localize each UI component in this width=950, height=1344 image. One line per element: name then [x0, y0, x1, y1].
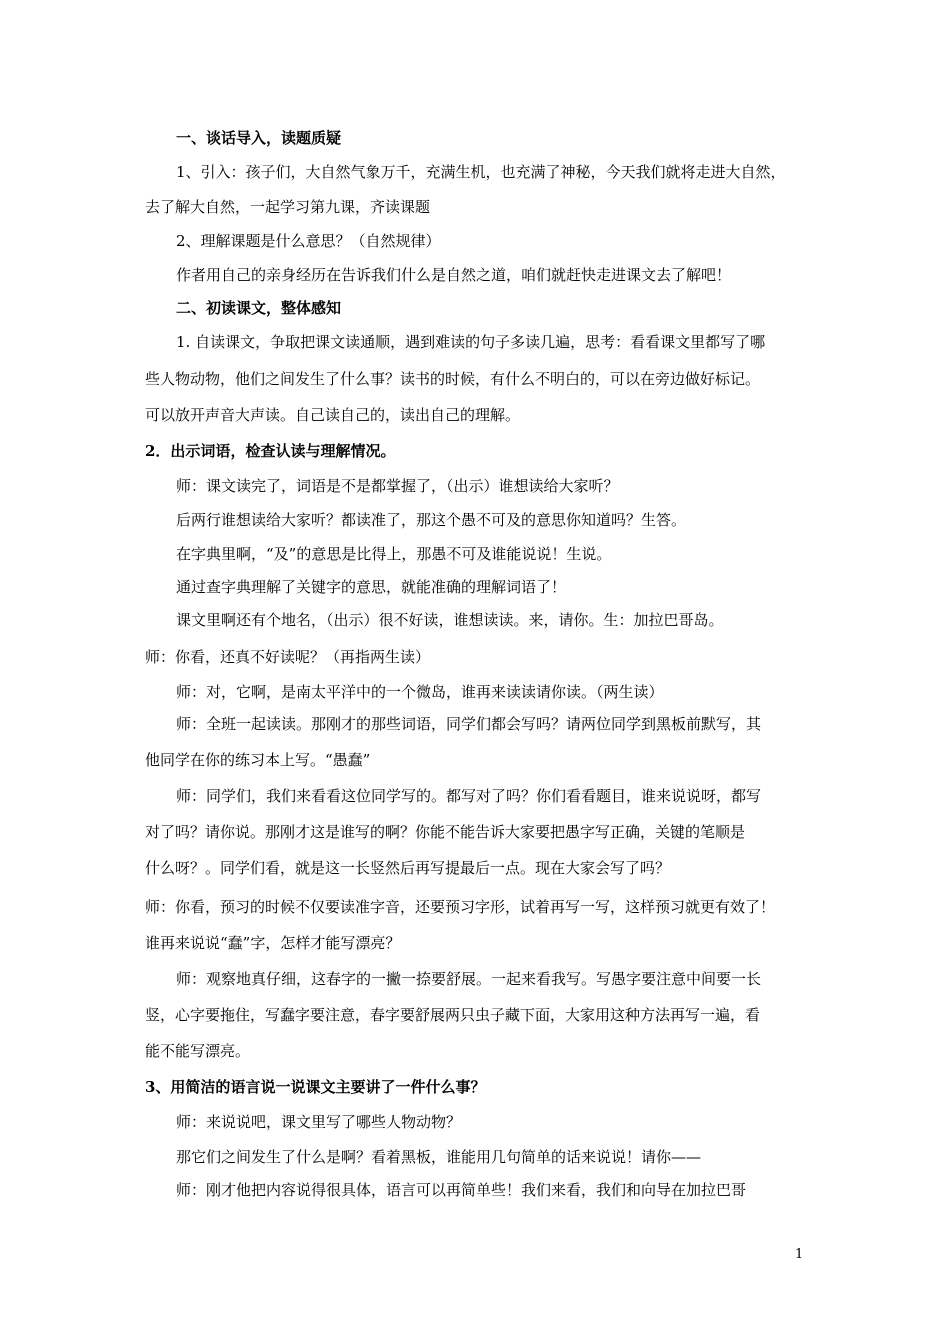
paragraph-line: 竖，心字要拖住，写蠢字要注意，春字要舒展两只虫子藏下面，大家用这种方法再写一遍，看	[145, 1006, 761, 1024]
paragraph-line: 师：对，它啊，是南太平洋中的一个微岛，谁再来读读请你读。（两生读）	[176, 683, 664, 701]
paragraph-line: 课文里啊还有个地名，（出示）很不好读，谁想读读。来，请你。生：加拉巴哥岛。	[176, 611, 724, 629]
paragraph-line: 师：观察地真仔细，这春字的一撇一捺要舒展。一起来看我写。写愚字要注意中间要一长	[176, 970, 762, 988]
heading-section-1: 一、谈话导入，读题质疑	[176, 129, 342, 147]
paragraph-line: 能不能写漂亮。	[145, 1042, 251, 1060]
paragraph-line: 通过查字典理解了关键字的意思，就能准确的理解词语了！	[176, 578, 567, 596]
paragraph-line: 师：你看，还真不好读呢？（再指两生读）	[145, 648, 431, 666]
heading-section-2: 二、初读课文，整体感知	[176, 299, 342, 317]
paragraph-line: 谁再来说说“蠢”字，怎样才能写漂亮？	[145, 934, 401, 952]
paragraph-line: 那它们之间发生了什么是啊？看着黑板，谁能用几句简单的话来说说！请你——	[176, 1148, 702, 1166]
paragraph-line: 在字典里啊，“及”的意思是比得上，那愚不可及谁能说说！生说。	[176, 545, 612, 563]
paragraph-line: 师：你看，预习的时候不仅要读准字音，还要预习字形，试着再写一写，这样预习就更有效了！	[145, 898, 776, 916]
subheading-2: 2．出示词语，检查认读与理解情况。	[145, 442, 396, 460]
paragraph-line: 师：同学们，我们来看看这位同学写的。都写对了吗？你们看看题目，谁来说说呀，都写	[176, 787, 762, 805]
paragraph-line: 后两行谁想读给大家听？都读准了，那这个愚不可及的意思你知道吗？生答。	[176, 511, 687, 529]
paragraph-line: 1. 自读课文，争取把课文读通顺，遇到难读的句子多读几遍，思考：看看课文里都写了哪	[176, 333, 766, 351]
paragraph-line: 什么呀？。同学们看，就是这一长竖然后再写提最后一点。现在大家会写了吗？	[145, 859, 671, 877]
paragraph-line: 师：课文读完了，词语是不是都掌握了，（出示）谁想读给大家听？	[176, 477, 619, 495]
paragraph-line: 作者用自己的亲身经历在告诉我们什么是自然之道，咱们就赶快走进课文去了解吧！	[176, 266, 732, 284]
page-number: 1	[795, 1247, 804, 1262]
paragraph-line: 师：刚才他把内容说得很具体，语言可以再简单些！我们来看，我们和向导在加拉巴哥	[176, 1181, 747, 1199]
paragraph-line: 可以放开声音大声读。自己读自己的，读出自己的理解。	[145, 406, 521, 424]
paragraph-line: 师：来说说吧，课文里写了哪些人物动物？	[176, 1113, 462, 1131]
paragraph-line: 师：全班一起读读。那刚才的那些词语，同学们都会写吗？请两位同学到黑板前默写，其	[176, 715, 762, 733]
paragraph-line: 去了解大自然，一起学习第九课，齐读课题	[145, 198, 431, 216]
paragraph-line: 2、理解课题是什么意思？（自然规律）	[176, 232, 441, 250]
paragraph-line: 他同学在你的练习本上写。“愚蠢”	[145, 751, 371, 769]
paragraph-line: 些人物动物，他们之间发生了什么事？读书的时候，有什么不明白的，可以在旁边做好标记。	[145, 370, 761, 388]
subheading-3: 3、用简洁的语言说一说课文主要讲了一件什么事？	[145, 1078, 486, 1096]
paragraph-line: 对了吗？请你说。那刚才这是谁写的啊？你能不能告诉大家要把愚字写正确，关键的笔顺是	[145, 823, 746, 841]
paragraph-line: 1、引入：孩子们，大自然气象万千，充满生机，也充满了神秘，今天我们就将走进大自然，	[176, 163, 786, 181]
